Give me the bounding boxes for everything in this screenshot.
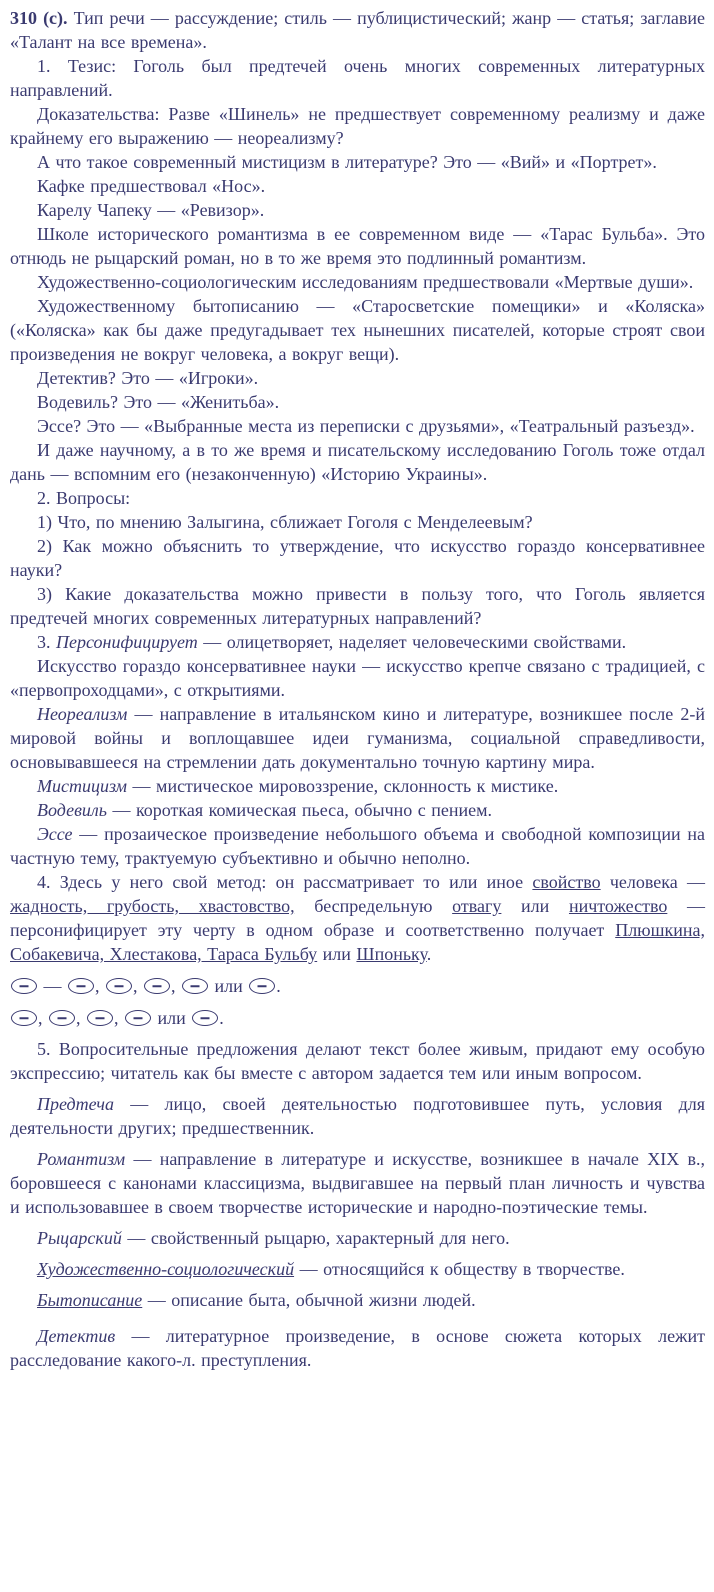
- dash-mark: [115, 985, 124, 987]
- text-segment: 3.: [37, 632, 56, 652]
- scheme-separator: или: [152, 1008, 192, 1028]
- text-segment: Персонифицирует: [56, 632, 198, 652]
- paragraph: [10, 102, 705, 150]
- dash-mark: [77, 985, 86, 987]
- text-segment: Рыцарский: [37, 1228, 122, 1248]
- oval-with-dash-icon: [68, 978, 94, 994]
- text-segment: 5. Вопросительные предложения делают текст более живым, придают ему особую экспрессию; читатель как бы вместе с автором задается тем или иным вопросом.: [10, 1039, 705, 1083]
- text-segment: — прозаическое произведение небольшого объема и свободной композиции на частную тему, трактуемую субъективно и обычно неполно.: [10, 824, 705, 868]
- paragraph: [10, 510, 705, 534]
- oval-with-dash-icon: [144, 978, 170, 994]
- dash-mark: [58, 1017, 67, 1019]
- paragraph: [10, 582, 705, 630]
- paragraph: [10, 1037, 705, 1085]
- paragraph: [10, 54, 705, 102]
- oval-with-dash-icon: [249, 978, 275, 994]
- paragraph: [10, 822, 705, 870]
- text-segment: Карелу Чапеку — «Ревизор».: [37, 200, 265, 220]
- dash-mark: [258, 985, 267, 987]
- scheme-separator: ,: [114, 1008, 124, 1028]
- paragraph: [10, 198, 705, 222]
- text-segment: Детектив: [37, 1326, 116, 1346]
- paragraph: [10, 294, 705, 366]
- text-segment: Детектив? Это — «Игроки».: [37, 368, 259, 388]
- text-segment: 2) Как можно объяснить то утверждение, что искусство гораздо консервативнее науки?: [10, 536, 705, 580]
- text-segment: 310 (с).: [10, 8, 68, 28]
- paragraph: [10, 774, 705, 798]
- dash-mark: [20, 985, 29, 987]
- text-segment: Художественному бытописанию — «Старосветские помещики» и «Коляска» («Коляска» как бы даже предугадывает тех нынешних писателей, которые строят свои произведения не вокруг человека, а вокруг вещи).: [10, 296, 705, 364]
- paragraph: [10, 1288, 705, 1312]
- paragraph: [10, 654, 705, 702]
- text-segment: Мистицизм: [37, 776, 128, 796]
- text-segment: — мистическое мировоззрение, склонность к мистике.: [127, 776, 559, 796]
- text-segment: человека —: [600, 872, 705, 892]
- scheme-separator: ,: [133, 976, 143, 996]
- text-segment: — относящийся к обществу в творчестве.: [294, 1259, 625, 1279]
- scheme-separator: .: [219, 1008, 224, 1028]
- paragraph: [10, 1257, 705, 1281]
- paragraph: [10, 798, 705, 822]
- dash-mark: [96, 1017, 105, 1019]
- scheme-line: [10, 974, 705, 998]
- text-segment: — описание быта, обычной жизни людей.: [142, 1290, 476, 1310]
- text-segment: Тип речи — рассуждение; стиль — публицистический; жанр — статья; заглавие «Талант на все времена».: [10, 8, 705, 52]
- oval-with-dash-icon: [106, 978, 132, 994]
- text-segment: Романтизм: [37, 1149, 126, 1169]
- text-segment: — направление в итальянском кино и литературе, возникшее после 2-й мировой войны и воплощавшее идеи гуманизма, социальной справедливости, основывавшееся на стремлении дать документально точную картину мира.: [10, 704, 705, 772]
- paragraph: [10, 1324, 705, 1372]
- dash-mark: [201, 1017, 210, 1019]
- paragraph: [10, 486, 705, 510]
- text-segment: Школе исторического романтизма в ее современном виде — «Тарас Бульба». Это отнюдь не рыцарский роман, но в то же время это подлинный романтизм.: [10, 224, 705, 268]
- oval-with-dash-icon: [87, 1010, 113, 1026]
- text-segment: .: [426, 944, 432, 964]
- scheme-separator: —: [38, 976, 67, 996]
- paragraph: [10, 1092, 705, 1140]
- text-segment: 3) Какие доказательства можно привести в пользу того, что Гоголь является предтечей многих современных литературных направлений?: [10, 584, 705, 628]
- scheme-separator: .: [276, 976, 281, 996]
- text-segment: Художественно-социологическим исследованиям предшествовали «Мертвые души».: [37, 272, 694, 292]
- oval-with-dash-icon: [11, 1010, 37, 1026]
- text-segment: или: [501, 896, 569, 916]
- paragraph: [10, 1147, 705, 1219]
- text-segment: Художественно-социологический: [37, 1259, 295, 1279]
- text-segment: ничтожество: [568, 896, 668, 916]
- text-segment: Шпоньку: [356, 944, 427, 964]
- paragraph: [10, 222, 705, 270]
- dash-mark: [153, 985, 162, 987]
- dash-mark: [134, 1017, 143, 1019]
- paragraph: [10, 1226, 705, 1250]
- scheme-separator: ,: [76, 1008, 86, 1028]
- oval-with-dash-icon: [182, 978, 208, 994]
- text-segment: — персонифицирует эту черту в одном образе и соответственно получает: [10, 896, 706, 940]
- oval-with-dash-icon: [49, 1010, 75, 1026]
- paragraph: [10, 270, 705, 294]
- paragraph: [10, 870, 705, 966]
- text-segment: Эссе: [37, 824, 73, 844]
- text-segment: Предтеча: [37, 1094, 114, 1114]
- paragraph: [10, 366, 705, 390]
- text-segment: Плюшкина, Собакевича, Хлестакова, Тараса Бульбу: [10, 920, 705, 964]
- text-segment: беспредельную: [294, 896, 453, 916]
- text-segment: — свойственный рыцарю, характерный для него.: [121, 1228, 510, 1248]
- text-segment: А что такое современный мистицизм в литературе? Это — «Вий» и «Портрет».: [37, 152, 657, 172]
- oval-with-dash-icon: [192, 1010, 218, 1026]
- text-segment: Бытописание: [37, 1290, 143, 1310]
- document-content: [10, 6, 705, 1372]
- text-segment: — литературное произведение, в основе сюжета которых лежит расследование какого-л. преступления.: [10, 1326, 705, 1370]
- text-segment: 1) Что, по мнению Залыгина, сближает Гоголя с Менделеевым?: [37, 512, 533, 532]
- text-segment: Кафке предшествовал «Нос».: [37, 176, 266, 196]
- paragraph: [10, 150, 705, 174]
- text-segment: И даже научному, а в то же время и писательскому исследованию Гоголь тоже отдал дань — вспомним его (незаконченную) «Историю Украины».: [10, 440, 705, 484]
- paragraph: [10, 414, 705, 438]
- text-segment: 2. Вопросы:: [37, 488, 131, 508]
- text-segment: Искусство гораздо консервативнее науки — искусство крепче связано с традицией, с «первопроходцами», с открытиями.: [10, 656, 705, 700]
- text-segment: свойство: [532, 872, 601, 892]
- scheme-line: [10, 1006, 705, 1030]
- oval-with-dash-icon: [11, 978, 37, 994]
- text-segment: — олицетворяет, наделяет человеческими свойствами.: [197, 632, 627, 652]
- paragraph: [10, 174, 705, 198]
- text-segment: Водевиль? Это — «Женитьба».: [37, 392, 280, 412]
- text-segment: или: [317, 944, 357, 964]
- scheme-separator: ,: [171, 976, 181, 996]
- text-segment: жадность, грубость, хвастовство,: [10, 896, 295, 916]
- scheme-separator: ,: [38, 1008, 48, 1028]
- paragraph: [10, 6, 705, 54]
- paragraph: [10, 438, 705, 486]
- text-segment: Неореализм: [37, 704, 128, 724]
- dash-mark: [191, 985, 200, 987]
- text-segment: 1. Тезис: Гоголь был предтечей очень многих современных литературных направлений.: [10, 56, 705, 100]
- scheme-separator: или: [209, 976, 249, 996]
- paragraph: [10, 390, 705, 414]
- text-segment: — лицо, своей деятельностью подготовившее путь, условия для деятельности других; предшественник.: [10, 1094, 705, 1138]
- text-segment: Водевиль: [37, 800, 107, 820]
- text-segment: 4. Здесь у него свой метод: он рассматривает то или иное: [37, 872, 533, 892]
- paragraph: [10, 702, 705, 774]
- text-segment: — направление в литературе и искусстве, возникшее в начале XIX в., боровшееся с канонами классицизма, выдвигавшее на первый план личность и чувства и использовавшее в своем творчестве исторические и народно-поэтические темы.: [10, 1149, 705, 1217]
- text-segment: отвагу: [452, 896, 502, 916]
- text-segment: — короткая комическая пьеса, обычно с пением.: [106, 800, 493, 820]
- scheme-separator: ,: [95, 976, 105, 996]
- paragraph: [10, 534, 705, 582]
- text-segment: Эссе? Это — «Выбранные места из переписки с друзьями», «Театральный разъезд».: [37, 416, 695, 436]
- oval-with-dash-icon: [125, 1010, 151, 1026]
- dash-mark: [20, 1017, 29, 1019]
- paragraph: [10, 630, 705, 654]
- text-segment: Доказательства: Разве «Шинель» не предшествует современному реализму и даже крайнему его выражению — неореализму?: [10, 104, 705, 148]
